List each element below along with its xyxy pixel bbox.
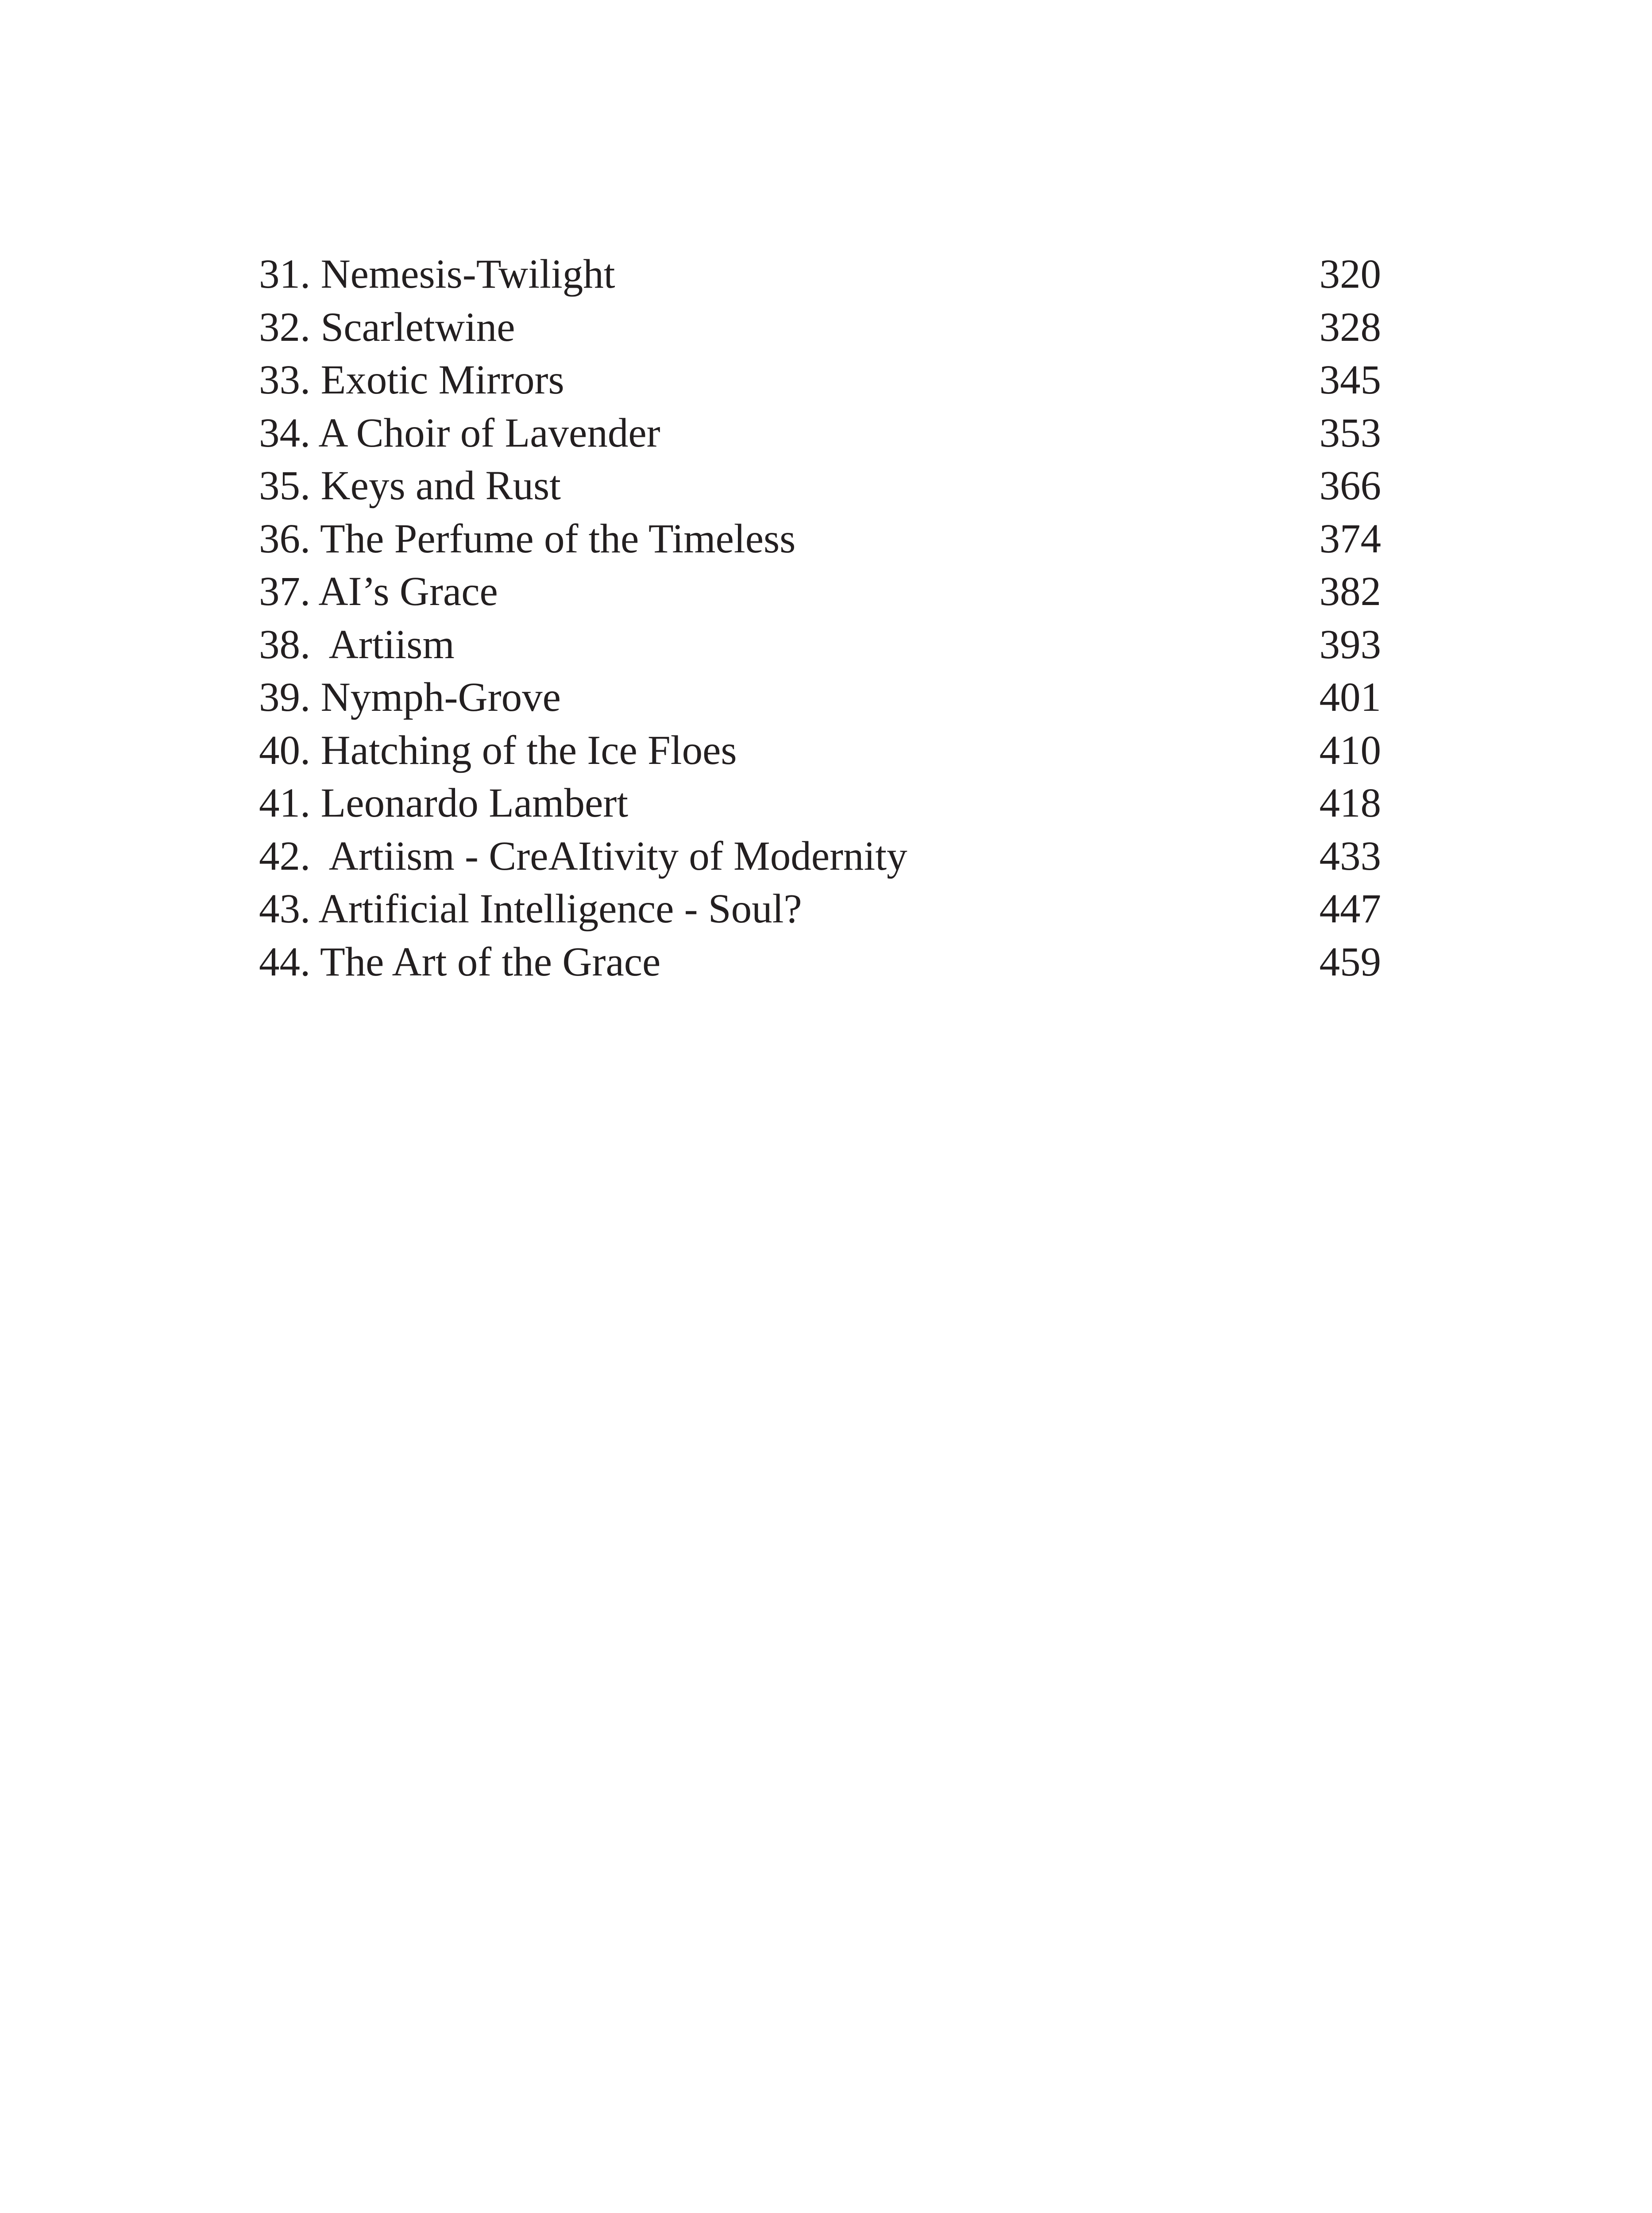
toc-entry-page: 366 [1319,463,1381,509]
toc-entry [259,671,1381,724]
toc-entry [259,936,1381,989]
toc-entry-title: 44. The Art of the Grace [259,939,661,985]
toc-entry [259,883,1381,936]
toc-entry-page: 393 [1319,621,1381,667]
toc-entry-title: 36. The Perfume of the Timeless [259,516,796,562]
toc-entry-page: 401 [1319,675,1381,720]
toc-entry [259,301,1381,354]
toc-entry-title: 43. Artificial Intelligence - Soul? [259,886,802,932]
toc-entry [259,565,1381,618]
toc-entry-page: 345 [1319,357,1381,403]
toc-entry [259,354,1381,407]
toc-entry [259,777,1381,830]
toc-entry-title: 35. Keys and Rust [259,463,561,509]
toc-entry-page: 353 [1319,410,1381,456]
toc-entry-page: 328 [1319,304,1381,350]
toc-entry [259,724,1381,777]
toc-entry [259,618,1381,671]
toc-entry [259,459,1381,513]
toc-entry-title: 33. Exotic Mirrors [259,357,564,403]
toc-entry-page: 447 [1319,886,1381,932]
toc-entry-title: 41. Leonardo Lambert [259,780,629,826]
toc-entry-page: 320 [1319,251,1381,297]
toc-entry [259,513,1381,566]
toc-entry-page: 382 [1319,569,1381,614]
toc-entry [259,248,1381,301]
toc-entry-title: 34. A Choir of Lavender [259,410,660,456]
toc-entry-page: 418 [1319,780,1381,826]
toc-entry-page: 374 [1319,516,1381,562]
toc-entry-title: 40. Hatching of the Ice Floes [259,727,737,773]
toc-entry-title: 38. Artiism [259,621,455,667]
table-of-contents [259,248,1381,988]
toc-entry-title: 32. Scarletwine [259,304,515,350]
toc-entry [259,830,1381,883]
toc-entry-page: 410 [1319,727,1381,773]
toc-entry-title: 42. Artiism - CreAItivity of Modernity [259,833,907,879]
toc-entry [259,407,1381,460]
toc-entry-title: 31. Nemesis-Twilight [259,251,615,297]
toc-entry-title: 37. AI’s Grace [259,569,498,614]
toc-entry-page: 433 [1319,833,1381,879]
toc-entry-title: 39. Nymph-Grove [259,675,561,720]
toc-entry-page: 459 [1319,939,1381,985]
